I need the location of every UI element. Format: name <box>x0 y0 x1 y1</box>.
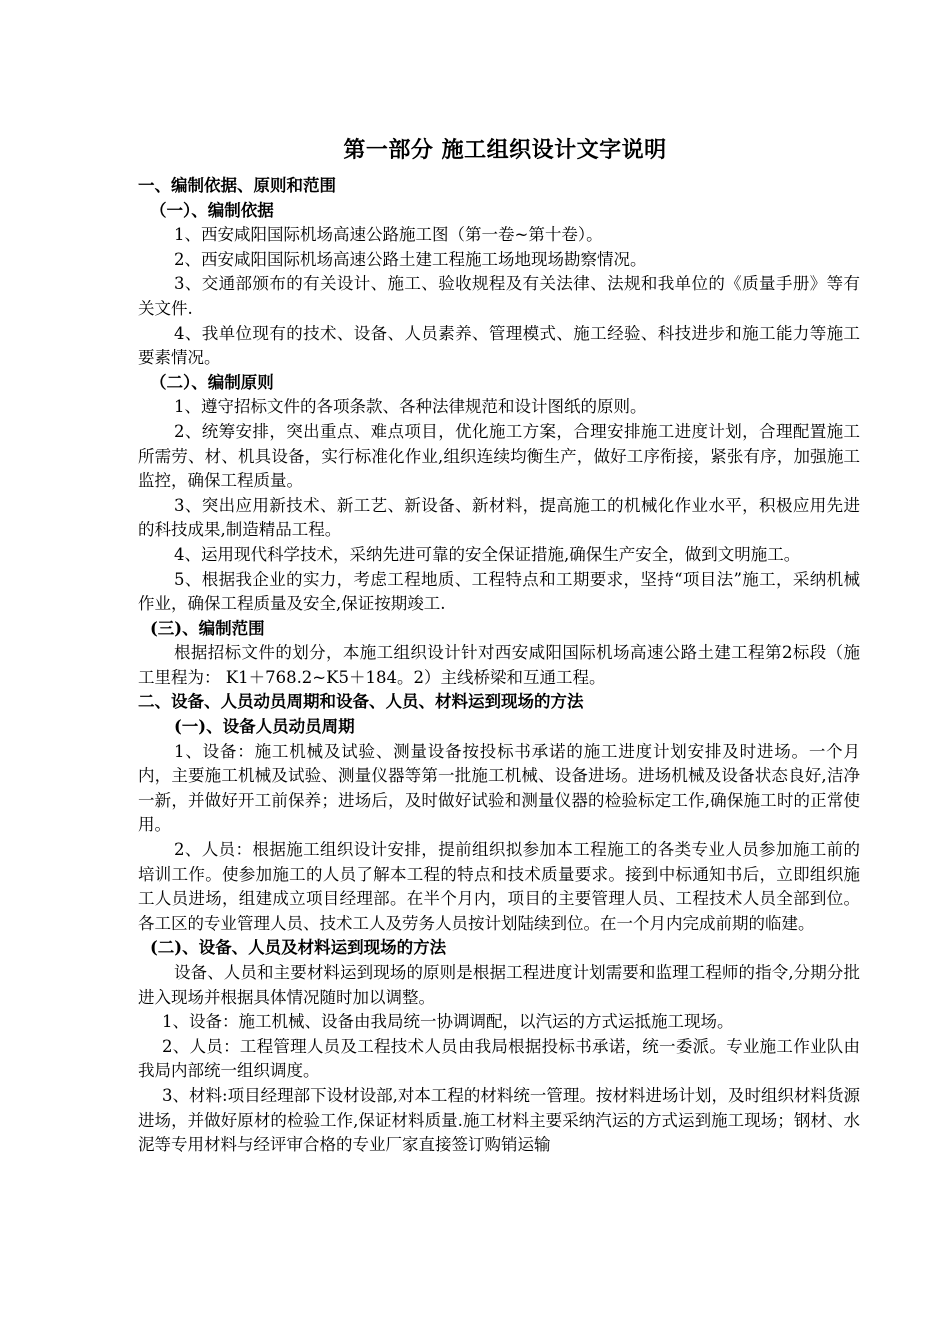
paragraph: 2、统筹安排，突出重点、难点项目，优化施工方案，合理安排施工进度计划，合理配置施工所需劳、材、机具设备，实行标准化作业,组织连续均衡生产，做好工序衔接，紧张有序，加强施工监控，确保工程质量。 <box>138 421 860 491</box>
subsection-heading-1-3: (三)、编制范围 <box>150 618 265 638</box>
document-body <box>138 174 860 1158</box>
paragraph: 2、人员：根据施工组织设计安排，提前组织拟参加本工程施工的各类专业人员参加施工前的培训工作。使参加施工的人员了解本工程的特点和技术质量要求。接到中标通知书后，立即组织施工人员进场，组建成立项目经理部。在半个月内，项目的主要管理人员、工程技术人员全部到位。各工区的专业管理人员、技术工人及劳务人员按计划陆续到位。在一个月内完成前期的临建。 <box>138 840 860 933</box>
paragraph: 3、突出应用新技术、新工艺、新设备、新材料，提高施工的机械化作业水平，积极应用先进的科技成果,制造精品工程。 <box>138 495 860 540</box>
paragraph: 3、材料:项目经理部下设材设部,对本工程的材料统一管理。按材料进场计划，及时组织材料货源进场，并做好原材的检验工作,保证材料质量.施工材料主要采纳汽运的方式运到施工现场；钢材、水泥等专用材料与经评审合格的专业厂家直接签订购销运输 <box>138 1085 860 1155</box>
subsection-heading-2-2: (二)、设备、人员及材料运到现场的方法 <box>150 938 447 958</box>
paragraph: 2、西安咸阳国际机场高速公路土建工程施工场地现场勘察情况。 <box>174 249 647 269</box>
paragraph: 4、我单位现有的技术、设备、人员素养、管理模式、施工经验、科技进步和施工能力等施工要素情况。 <box>138 323 860 368</box>
paragraph: 1、西安咸阳国际机场高速公路施工图（第一卷~第十卷）。 <box>174 225 603 245</box>
paragraph: 2、人员：工程管理人员及工程技术人员由我局根据投标书承诺，统一委派。专业施工作业队由我局内部统一组织调度。 <box>138 1036 860 1081</box>
subsection-heading-2-1: (一)、设备人员动员周期 <box>174 717 355 737</box>
paragraph: 1、遵守招标文件的各项条款、各种法律规范和设计图纸的原则。 <box>174 397 647 417</box>
paragraph: 1、设备：施工机械及试验、测量设备按投标书承诺的施工进度计划安排及时进场。一个月内，主要施工机械及试验、测量仪器等第一批施工机械、设备进场。进场机械及设备状态良好,洁净一新，并做好开工前保养；进场后，及时做好试验和测量仪器的检验标定工作,确保施工时的正常使用。 <box>138 741 860 835</box>
paragraph: 根据招标文件的划分，本施工组织设计针对西安咸阳国际机场高速公路土建工程第2标段（施工里程为： K1＋768.2~K5＋184。2）主线桥梁和互通工程。 <box>138 643 860 687</box>
subsection-heading-1-1: （一）、编制依据 <box>150 200 274 220</box>
subsection-heading-1-2: （二）、编制原则 <box>150 372 274 392</box>
paragraph: 5、根据我企业的实力，考虑工程地质、工程特点和工期要求，坚持“项目法”施工，采纳机械作业，确保工程质量及安全,保证按期竣工. <box>138 569 860 614</box>
paragraph: 设备、人员和主要材料运到现场的原则是根据工程进度计划需要和监理工程师的指令,分期分批进入现场并根据具体情况随时加以调整。 <box>138 963 860 1007</box>
section-heading-1: 一、编制依据、原则和范围 <box>138 176 336 195</box>
paragraph: 4、运用现代科学技术，采纳先进可靠的安全保证措施,确保生产安全，做到文明施工。 <box>174 544 801 564</box>
paragraph: 3、交通部颁布的有关设计、施工、验收规程及有关法律、法规和我单位的《质量手册》等有关文件. <box>138 274 860 318</box>
paragraph: 1、设备：施工机械、设备由我局统一协调调配，以汽运的方式运抵施工现场。 <box>162 1012 734 1032</box>
document-title: 第一部分 施工组织设计文字说明 <box>343 137 667 163</box>
section-heading-2: 二、设备、人员动员周期和设备、人员、材料运到现场的方法 <box>138 692 584 712</box>
